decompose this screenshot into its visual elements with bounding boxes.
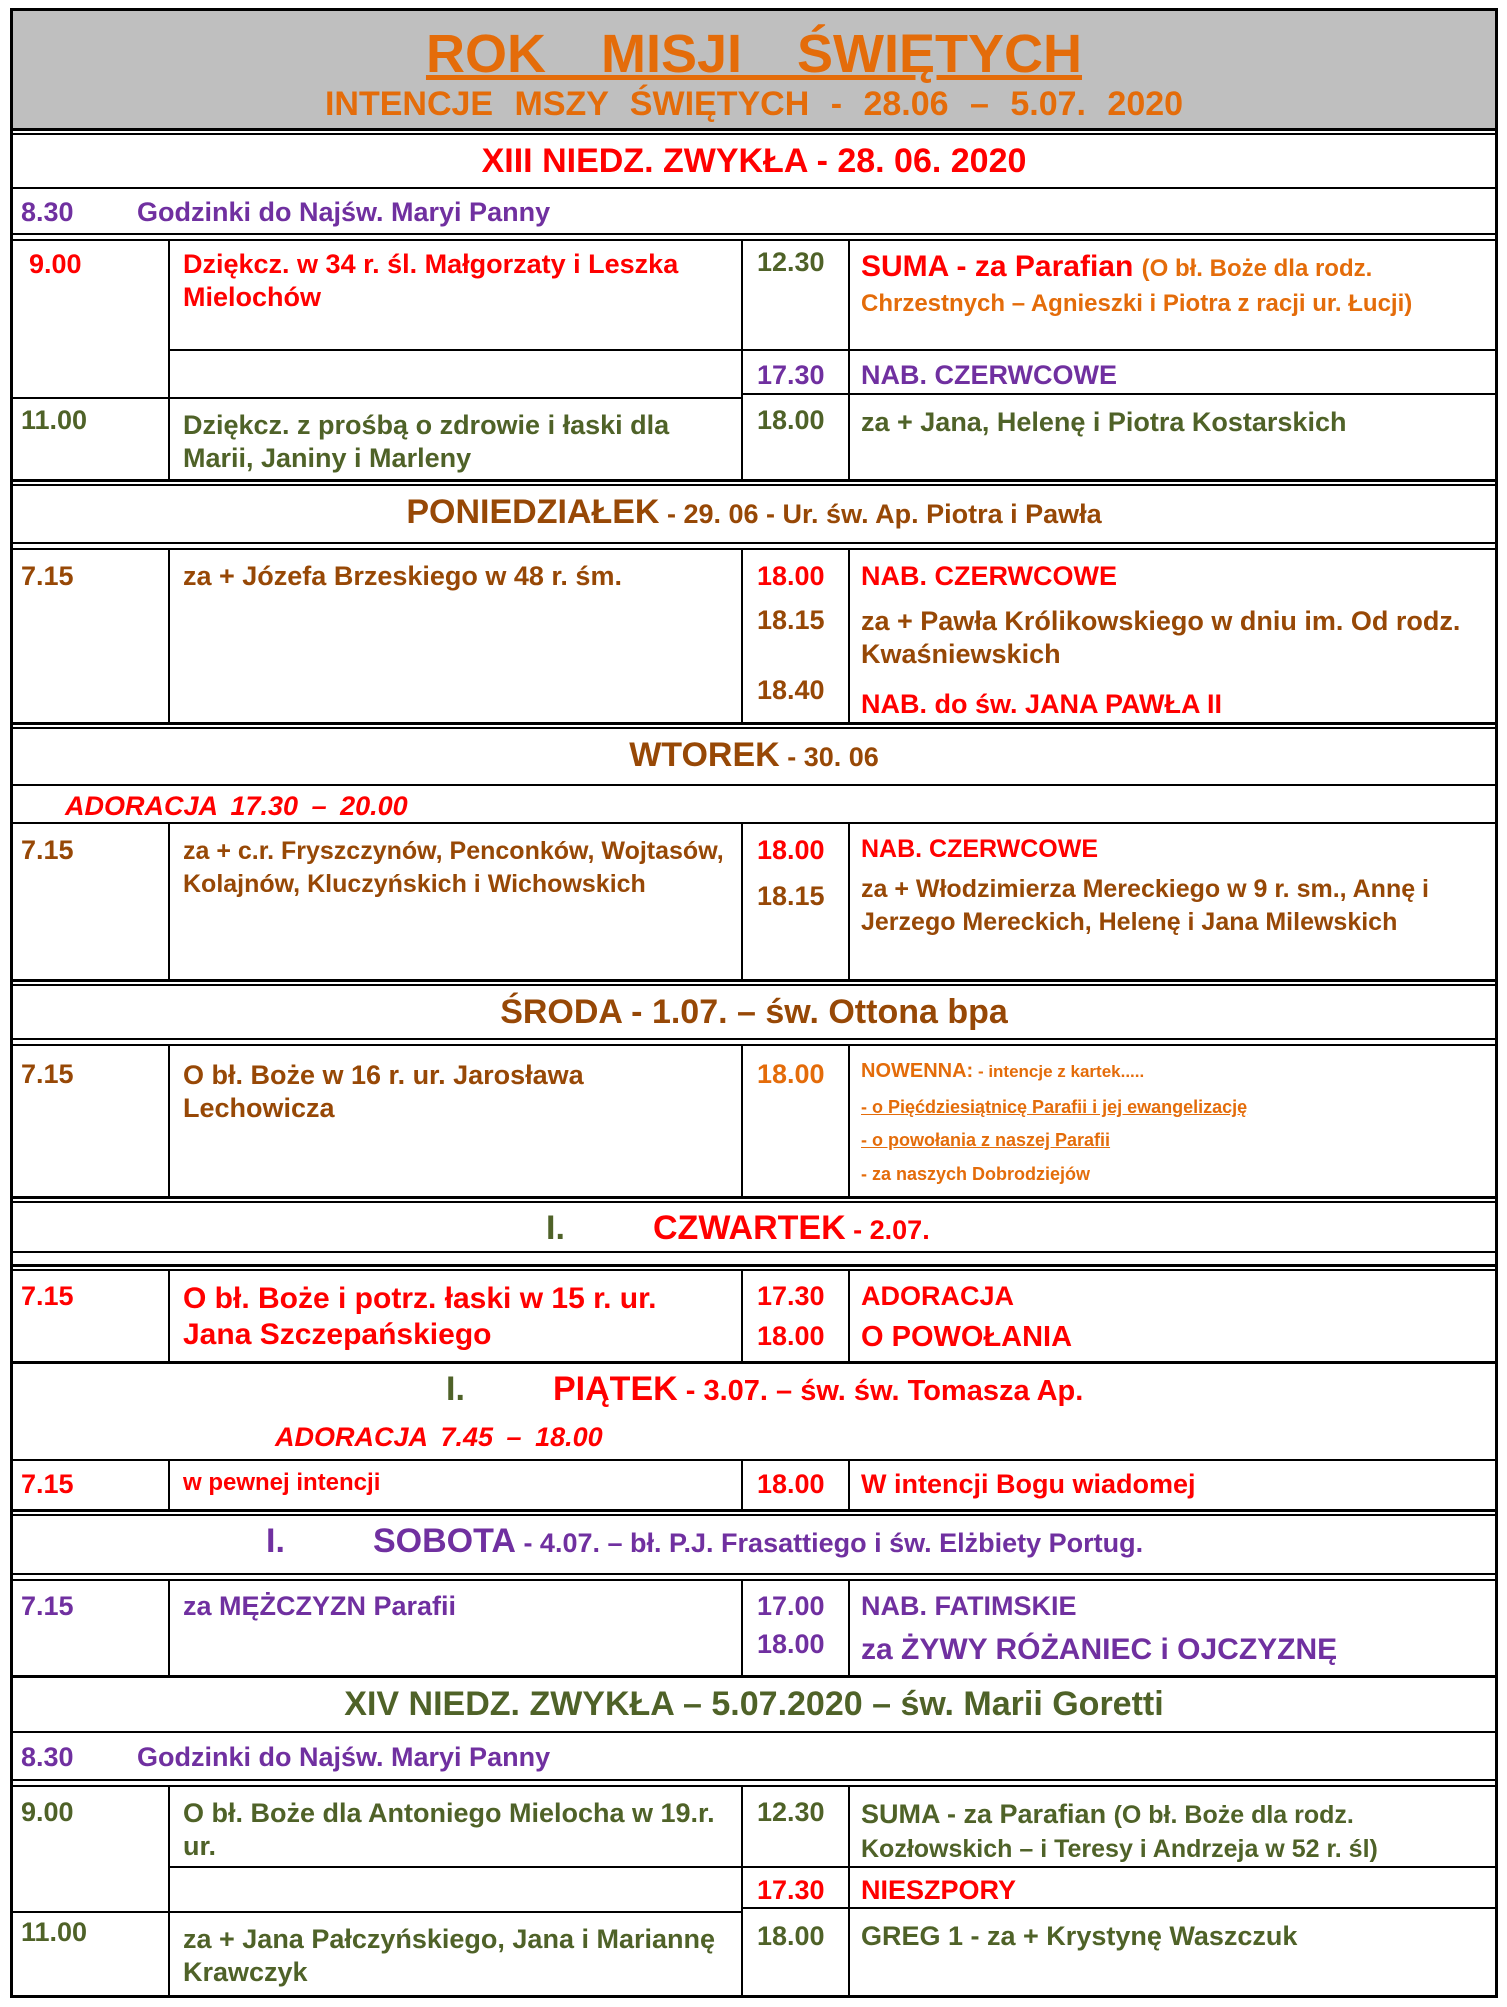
sunday2-time-1230: 12.30 [757,1797,825,1827]
tuesday-time-1815: 18.15 [757,881,825,911]
sunday1-heading: XIII NIEDZ. ZWYKŁA - 28. 06. 2020 [481,142,1027,180]
thursday-heading-day: CZWARTEK [653,1209,846,1247]
thursday-heading-num: I. [546,1209,565,1247]
tuesday-time-715: 7.15 [21,835,74,865]
monday-nab-czerwcowe: NAB. CZERWCOWE [861,561,1117,591]
thursday-intention-715: O bł. Boże i potrz. łaski w 15 r. ur. Jana Szczepańskiego [183,1282,657,1351]
sunday1-time-1100: 11.00 [21,405,88,435]
monday-intention-1815: za + Pawła Królikowskiego w dniu im. Od rodz. Kwaśniewskich [861,606,1461,669]
sunday1-time-1800: 18.00 [757,405,825,435]
monday-time-1840: 18.40 [757,675,825,705]
thursday-time-1730: 17.30 [757,1281,825,1311]
sunday1-nab-czerwcowe: NAB. CZERWCOWE [861,360,1117,390]
wednesday-nowenna-line4: - za naszych Dobrodziejów [861,1164,1091,1184]
sunday1-suma-main: SUMA - za Parafian [861,250,1142,283]
wednesday-nowenna-line2: - o Pięćdziesiątnicę Parafii i jej ewangelizację [861,1097,1248,1117]
tuesday-time-1800: 18.00 [757,835,825,865]
sunday2-nieszpory: NIESZPORY [861,1875,1017,1905]
sunday2-suma [861,1797,1491,1866]
tuesday-heading [13,738,1495,772]
wednesday-nowenna-title: NOWENNA: [861,1060,974,1082]
thursday-heading-rest: - 2.07. [845,1215,930,1245]
wednesday-nowenna-line1: - intencje z kartek..... [973,1062,1145,1081]
sunday2-godzinki-text: Godzinki do Najśw. Maryi Panny [137,1742,551,1772]
friday-intention-1800: W intencji Bogu wiadomej [861,1469,1196,1499]
monday-heading-day: PONIEDZIAŁEK [406,493,660,531]
friday-heading-rest: - 3.07. – św. św. Tomasza Ap. [677,1375,1084,1407]
wednesday-heading-day: ŚRODA [500,993,622,1031]
friday-heading-day: PIĄTEK [553,1370,678,1408]
friday-adoration: ADORACJA 7.45 – 18.00 [275,1422,603,1452]
sunday1-intention-1100: Dziękcz. z prośbą o zdrowie i łaski dla Marii, Janiny i Marleny [183,410,670,473]
sunday2-greg: GREG 1 - za + Krystynę Waszczuk [861,1921,1298,1951]
monday-intention-715: za + Józefa Brzeskiego w 48 r. śm. [183,561,622,591]
wednesday-time-1800: 18.00 [757,1059,825,1089]
saturday-nab-fatimskie: NAB. FATIMSKIE [861,1591,1077,1621]
wednesday-heading-rest: - 1.07. – św. Ottona bpa [621,993,1008,1031]
wednesday-heading [13,995,1495,1029]
sunday2-intention-900: O bł. Boże dla Antoniego Mielocha w 19.r. ur. [183,1798,715,1861]
sunday2-time-1800: 18.00 [757,1921,825,1951]
monday-time-715: 7.15 [21,561,74,591]
tuesday-nab-czerwcowe: NAB. CZERWCOWE [861,835,1099,863]
wednesday-nowenna-line3: - o powołania z naszej Parafii [861,1130,1111,1150]
tuesday-adoration: ADORACJA 17.30 – 20.00 [65,791,408,821]
sunday2-suma-sub: (O bł. Boże dla rodz. Kozłowskich – i Teresy i Andrzeja w 52 r. śl) [861,1801,1378,1863]
sunday2-time-1100: 11.00 [21,1917,88,1947]
sunday1-godzinki-time: 8.30 [21,197,74,227]
thursday-adoracja: ADORACJA [861,1281,1015,1311]
sunday2-time-1730: 17.30 [757,1875,825,1905]
thursday-time-715: 7.15 [21,1281,74,1311]
tuesday-heading-rest: - 30. 06 [779,742,879,772]
friday-time-715: 7.15 [21,1469,74,1499]
saturday-heading-day: SOBOTA [373,1522,516,1560]
saturday-heading [373,1524,1143,1558]
tuesday-heading-day: WTOREK [629,736,780,774]
sunday1-suma [861,247,1476,320]
saturday-intention-715: za MĘŻCZYZN Parafii [183,1591,457,1621]
monday-time-1800: 18.00 [757,561,825,591]
monday-heading-rest: - 29. 06 - Ur. św. Ap. Piotra i Pawła [659,499,1102,529]
sunday2-time-900: 9.00 [21,1797,74,1827]
sunday1-time-1730: 17.30 [757,360,825,390]
saturday-time-1800: 18.00 [757,1629,825,1659]
saturday-heading-rest: - 4.07. – bł. P.J. Frasattiego i św. Elżbiety Portug. [515,1528,1144,1558]
sunday1-godzinki-text: Godzinki do Najśw. Maryi Panny [137,197,551,227]
friday-heading [553,1372,1083,1406]
tuesday-intention-1815: za + Włodzimierza Mereckiego w 9 r. sm., Annę i Jerzego Mereckich, Helenę i Jana Milewskich [861,875,1430,936]
saturday-heading-num: I. [266,1522,285,1560]
thursday-time-1800: 18.00 [757,1321,825,1351]
wednesday-time-715: 7.15 [21,1059,74,1089]
sunday2-suma-main: SUMA - za Parafian [861,1799,1114,1829]
sunday1-time-900: 9.00 [29,249,82,279]
saturday-time-715: 7.15 [21,1591,74,1621]
thursday-powolania: O POWOŁANIA [861,1321,1073,1353]
wednesday-nowenna [861,1061,1144,1081]
saturday-zywy-rozaniec: za ŻYWY RÓŻANIEC i OJCZYZNĘ [861,1633,1338,1666]
monday-nab-jan-pawel: NAB. do św. JANA PAWŁA II [861,689,1223,719]
sunday2-godzinki-time: 8.30 [21,1742,74,1772]
tuesday-intention-715: za + c.r. Fryszczynów, Penconków, Wojtasów, Kolajnów, Kluczyńskich i Wichowskich [183,837,724,898]
sunday2-heading: XIV NIEDZ. ZWYKŁA – 5.07.2020 – św. Marii Goretti [344,1685,1164,1723]
sunday2-intention-1100: za + Jana Pałczyńskiego, Jana i Mariannę Krawczyk [183,1924,715,1987]
wednesday-intention-715: O bł. Boże w 16 r. ur. Jarosława Lechowicza [183,1060,584,1123]
friday-intention-715: w pewnej intencji [183,1469,381,1496]
monday-heading [13,495,1495,529]
sunday1-suma-sub: (O bł. Boże dla rodz. Chrzestnych – Agnieszki i Piotra z racji ur. Łucji) [861,255,1413,317]
page-title: ROK MISJI ŚWIĘTYCH [425,24,1083,84]
page-subtitle: INTENCJE MSZY ŚWIĘTYCH - 28.06 – 5.07. 2020 [324,85,1184,123]
friday-heading-num: I. [446,1370,465,1408]
schedule-sheet [10,8,1498,1998]
thursday-heading [653,1211,930,1245]
monday-time-1815: 18.15 [757,605,825,635]
saturday-time-1700: 17.00 [757,1591,825,1621]
sunday1-intention-900: Dziękcz. w 34 r. śl. Małgorzaty i Leszka Mielochów [183,249,679,312]
friday-time-1800: 18.00 [757,1469,825,1499]
sunday1-time-1230: 12.30 [757,247,825,277]
sunday1-intention-1800: za + Jana, Helenę i Piotra Kostarskich [861,407,1347,437]
